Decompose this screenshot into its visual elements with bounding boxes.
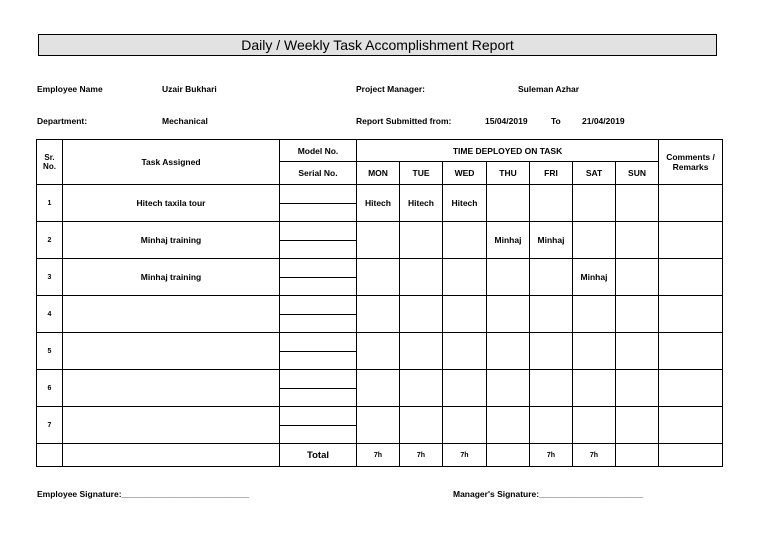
task-assigned-header: Task Assigned: [63, 140, 280, 185]
comments-header: Comments / Remarks: [659, 140, 723, 185]
serial-no-cell: [280, 352, 356, 370]
day-cell: [443, 259, 487, 296]
task-table: [36, 139, 723, 467]
day-cell: [616, 370, 659, 407]
day-cell: [487, 296, 530, 333]
day-cell: [487, 370, 530, 407]
model-serial-cell: [280, 222, 357, 259]
serial-no-header: Serial No.: [280, 162, 357, 185]
day-cell: [400, 370, 443, 407]
model-no-header: Model No.: [280, 140, 357, 162]
table-row: [37, 222, 723, 259]
day-cell: [616, 407, 659, 444]
total-cell: 7h: [573, 444, 616, 467]
day-cell: [443, 296, 487, 333]
day-header: WED: [443, 162, 487, 185]
total-label: Total: [280, 444, 357, 467]
sr-no-cell: 4: [37, 296, 63, 333]
sr-no-cell: 6: [37, 370, 63, 407]
task-cell: Hitech taxila tour: [63, 185, 280, 222]
serial-no-cell: [280, 426, 356, 444]
table-row: [37, 259, 723, 296]
serial-no-cell: [280, 204, 356, 222]
model-no-cell: [280, 370, 356, 389]
day-cell: [616, 185, 659, 222]
total-cell: 7h: [443, 444, 487, 467]
sr-no-cell: 3: [37, 259, 63, 296]
day-header: FRI: [530, 162, 573, 185]
model-serial-cell: [280, 185, 357, 222]
task-cell: [63, 333, 280, 370]
day-cell: [573, 185, 616, 222]
comments-cell: [659, 407, 723, 444]
task-cell: [63, 296, 280, 333]
day-cell: [443, 222, 487, 259]
model-no-cell: [280, 185, 356, 204]
day-cell: [616, 296, 659, 333]
report-title: Daily / Weekly Task Accomplishment Report: [38, 34, 717, 56]
total-cell: 7h: [400, 444, 443, 467]
day-cell: [530, 296, 573, 333]
comments-cell: [659, 259, 723, 296]
day-cell: [357, 222, 400, 259]
day-cell: [616, 222, 659, 259]
employee-signature-line: Employee Signature:___________________________: [37, 489, 250, 499]
day-cell: [400, 222, 443, 259]
model-no-cell: [280, 296, 356, 315]
comments-cell: [659, 222, 723, 259]
task-cell: [63, 407, 280, 444]
task-cell: [63, 370, 280, 407]
day-cell: Minhaj: [487, 222, 530, 259]
serial-no-cell: [280, 315, 356, 333]
day-header: THU: [487, 162, 530, 185]
total-cell: 7h: [357, 444, 400, 467]
day-cell: [487, 333, 530, 370]
comments-cell: [659, 370, 723, 407]
department-value: Mechanical: [162, 116, 208, 126]
to-label: To: [551, 116, 561, 126]
day-cell: Minhaj: [530, 222, 573, 259]
day-cell: [530, 259, 573, 296]
model-serial-cell: [280, 407, 357, 444]
table-row: [37, 185, 723, 222]
project-manager-label: Project Manager:: [356, 84, 425, 94]
day-cell: [443, 407, 487, 444]
total-spacer: [63, 444, 280, 467]
sr-no-cell: 2: [37, 222, 63, 259]
total-cell: [616, 444, 659, 467]
day-cell: [616, 259, 659, 296]
serial-no-cell: [280, 241, 356, 259]
day-cell: [357, 407, 400, 444]
table-row: [37, 407, 723, 444]
task-cell: Minhaj training: [63, 222, 280, 259]
day-cell: [400, 259, 443, 296]
day-header: TUE: [400, 162, 443, 185]
sr-no-cell: 7: [37, 407, 63, 444]
day-cell: [400, 407, 443, 444]
day-cell: [487, 407, 530, 444]
model-serial-cell: [280, 333, 357, 370]
date-to: 21/04/2019: [582, 116, 625, 126]
model-no-cell: [280, 333, 356, 352]
employee-name-value: Uzair Bukhari: [162, 84, 217, 94]
day-cell: Hitech: [443, 185, 487, 222]
project-manager-value: Suleman Azhar: [518, 84, 580, 94]
employee-name-label: Employee Name: [37, 84, 103, 94]
model-serial-cell: [280, 370, 357, 407]
day-header: SAT: [573, 162, 616, 185]
day-cell: Minhaj: [573, 259, 616, 296]
total-comments-cell: [659, 444, 723, 467]
manager-signature-line: Manager's Signature:______________________: [453, 489, 644, 499]
table-row: [37, 333, 723, 370]
day-cell: [573, 296, 616, 333]
comments-cell: [659, 185, 723, 222]
day-cell: [400, 333, 443, 370]
sr-no-cell: 1: [37, 185, 63, 222]
model-no-cell: [280, 222, 356, 241]
day-cell: [530, 407, 573, 444]
day-cell: [357, 296, 400, 333]
serial-no-cell: [280, 389, 356, 407]
day-cell: [530, 185, 573, 222]
sr-no-header: Sr. No.: [37, 140, 63, 185]
day-cell: Hitech: [357, 185, 400, 222]
serial-no-cell: [280, 278, 356, 296]
day-cell: [443, 370, 487, 407]
day-cell: Hitech: [400, 185, 443, 222]
day-cell: [573, 370, 616, 407]
day-cell: [530, 333, 573, 370]
sr-no-cell: 5: [37, 333, 63, 370]
day-cell: [357, 333, 400, 370]
day-cell: [443, 333, 487, 370]
model-serial-cell: [280, 259, 357, 296]
model-no-cell: [280, 259, 356, 278]
submitted-from-label: Report Submitted from:: [356, 116, 452, 126]
total-spacer: [37, 444, 63, 467]
day-cell: [357, 259, 400, 296]
total-cell: [487, 444, 530, 467]
day-cell: [357, 370, 400, 407]
time-deployed-header: TIME DEPLOYED ON TASK: [357, 140, 659, 162]
day-cell: [616, 333, 659, 370]
day-cell: [530, 370, 573, 407]
day-cell: [573, 407, 616, 444]
day-cell: [487, 185, 530, 222]
table-row: [37, 296, 723, 333]
day-cell: [400, 296, 443, 333]
model-no-cell: [280, 407, 356, 426]
day-header: SUN: [616, 162, 659, 185]
date-from: 15/04/2019: [485, 116, 528, 126]
comments-cell: [659, 296, 723, 333]
task-cell: Minhaj training: [63, 259, 280, 296]
model-serial-cell: [280, 296, 357, 333]
day-cell: [573, 222, 616, 259]
day-header: MON: [357, 162, 400, 185]
department-label: Department:: [37, 116, 88, 126]
comments-cell: [659, 333, 723, 370]
day-cell: [573, 333, 616, 370]
day-cell: [487, 259, 530, 296]
total-cell: 7h: [530, 444, 573, 467]
table-row: [37, 370, 723, 407]
